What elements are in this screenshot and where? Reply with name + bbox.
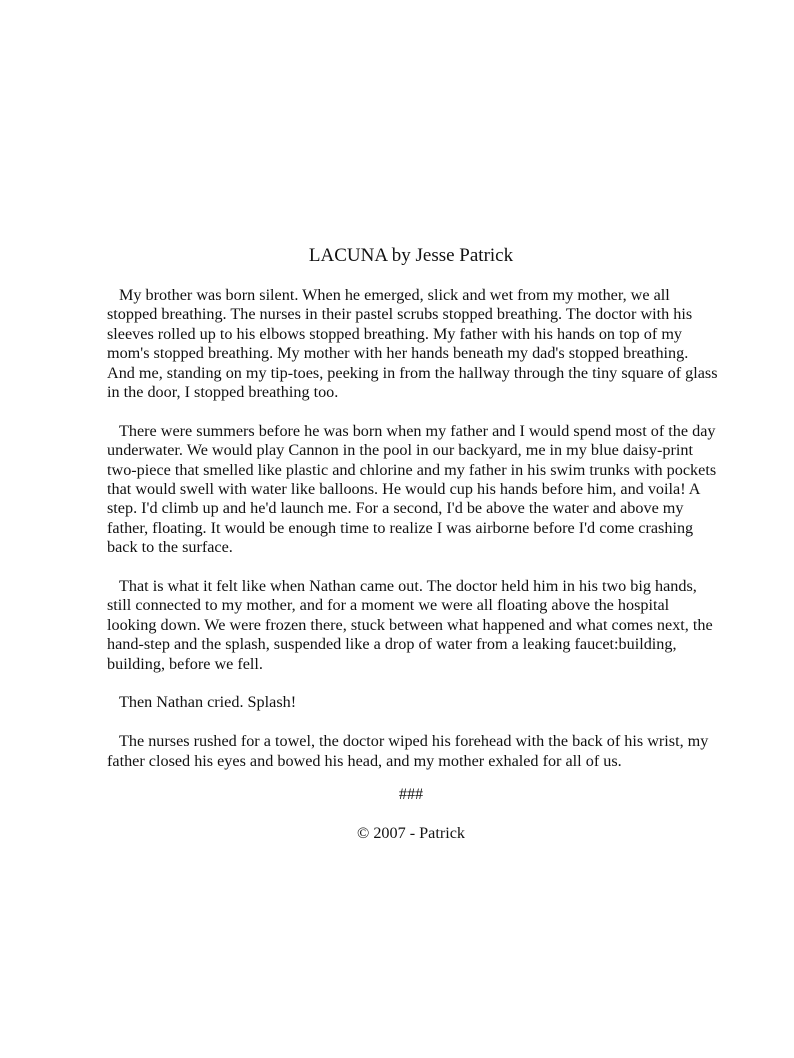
story-paragraph-2: There were summers before he was born when my father and I would spend most of the day underwater. We would play Cannon in the pool in our backyard, me in my blue daisy-print two-piece that smelled like plastic and chlorine and my father in his swim trunks with pockets that would swell with water like balloons. He would cup his hands before him, and voila! A step. I'd climb up and he'd launch me. For a second, I'd be above the water and above my father, floating. It would be enough time to realize I was airborne before I'd come crashing back to the surface.: [107, 421, 717, 557]
story-paragraph-1: My brother was born silent. When he emerged, slick and wet from my mother, we all stopped breathing. The nurses in their pastel scrubs stopped breathing. The doctor with his sleeves rolled up to his elbows stopped breathing. My father with his hands on top of my mom's stopped breathing. My mother with her hands beneath my dad's stopped breathing. And me, standing on my tip-toes, peeking in from the hallway through the tiny square of glass in the door, I stopped breathing too.: [107, 286, 718, 402]
story-paragraph-3: That is what it felt like when Nathan came out. The doctor held him in his two big hands, still connected to my mother, and for a moment we were all floating above the hospital looking down. We were frozen there, stuck between what happened and what comes next, the hand-step and the splash, suspended like a drop of water from a leaking faucet:building, building, before we fell.: [107, 577, 713, 673]
story-body: [107, 286, 719, 790]
copyright-notice: © 2007 - Patrick: [356, 824, 466, 842]
story-title: LACUNA by Jesse Patrick: [308, 245, 514, 266]
story-paragraph-4: Then Nathan cried. Splash!: [119, 693, 297, 712]
section-separator: ###: [398, 785, 424, 803]
story-paragraph-5: The nurses rushed for a towel, the doctor wiped his forehead with the back of his wrist, my father closed his eyes and bowed his head, and my mother exhaled for all of us.: [107, 732, 709, 770]
